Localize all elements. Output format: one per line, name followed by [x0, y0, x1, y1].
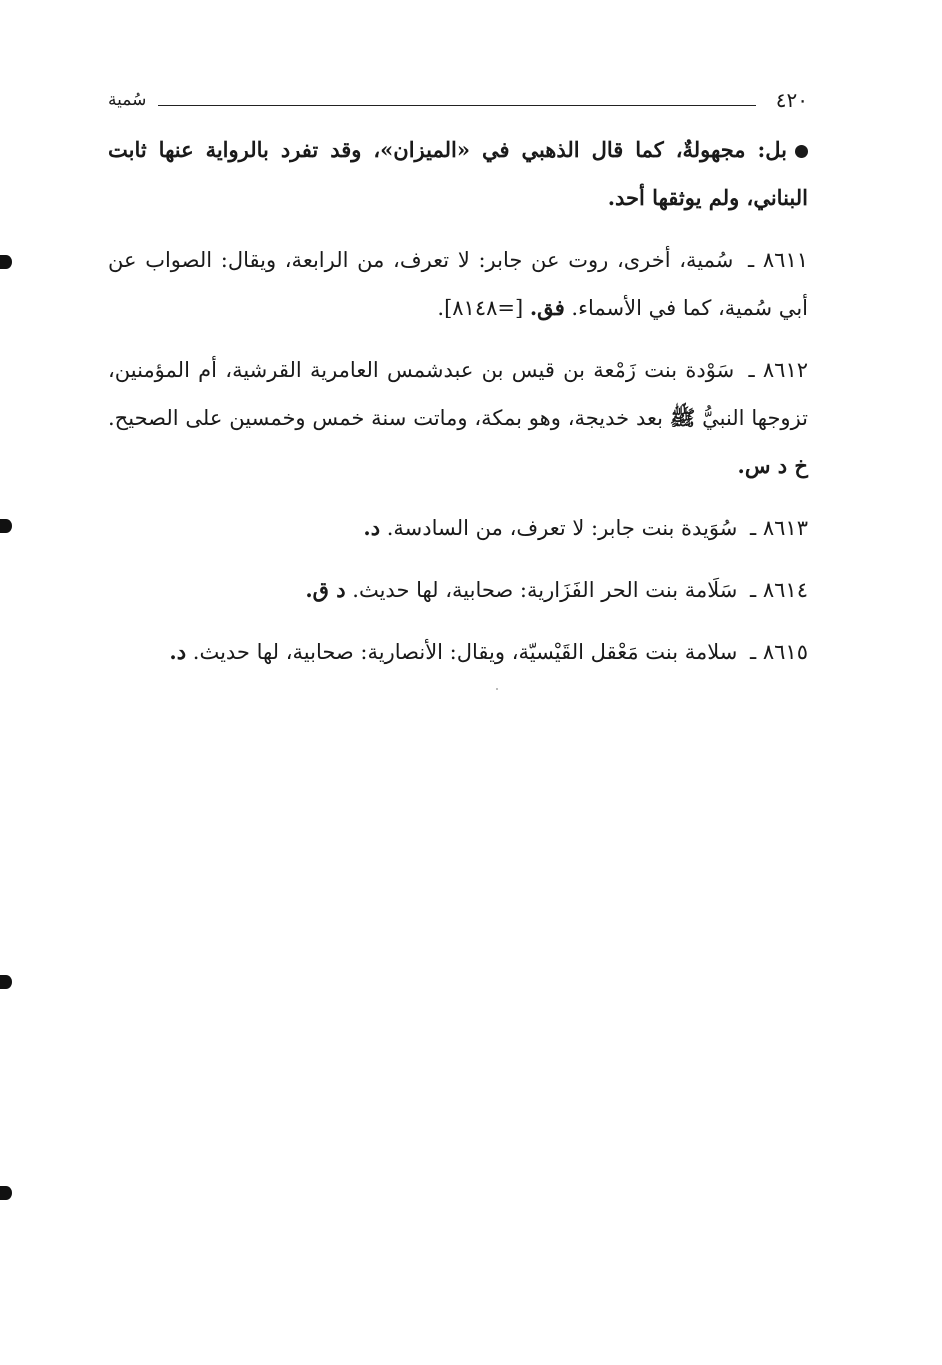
entry-text: سُوَيدة بنت جابر: لا تعرف، من السادسة.	[380, 516, 745, 540]
paragraph-note	[108, 126, 808, 222]
entry-number: ٨٦١٤ ـ	[750, 578, 808, 602]
entry-codes: د.	[363, 515, 381, 540]
entry-codes: د.	[169, 639, 187, 664]
page-number: ٤٢٠	[775, 88, 808, 112]
entry-8613	[108, 504, 808, 552]
entry-text-continued: بعد خديجة، وهو بمكة، وماتت سنة خمس وخمسين على الصحيح.	[108, 406, 670, 430]
entry-number: ٨٦١١ ـ	[748, 248, 809, 272]
entry-text: سلامة بنت مَعْقل القَيْسيّة، ويقال: الأنصارية: صحابية، لها حديث.	[186, 640, 745, 664]
bullet-icon	[795, 145, 808, 158]
note-label: بل:	[757, 137, 787, 162]
entry-number: ٨٦١٣ ـ	[750, 516, 808, 540]
header-rule	[158, 105, 756, 106]
note-text: مجهولةٌ، كما قال الذهبي في «الميزان»، وقد تفرد بالرواية عنها ثابت البناني، ولم يوثقها أحد.	[108, 137, 808, 210]
entry-8615	[108, 628, 808, 676]
scan-mark	[0, 975, 12, 989]
entry-codes: فق.	[529, 295, 565, 320]
entry-codes: خ د س.	[737, 453, 808, 478]
entry-number: ٨٦١٢ ـ	[748, 358, 809, 382]
entry-text: سُمية، أخرى، روت عن جابر: لا تعرف، من الرابعة، ويقال: الصواب عن أبي سُمية، كما في الأسماء.	[108, 248, 808, 320]
entry-text: سَوْدة بنت زَمْعة بن قيس بن عبدشمس العامرية القرشية، أم المؤمنين، تزوجها النبيُّ	[108, 358, 808, 430]
entry-number: ٨٦١٥ ـ	[750, 640, 808, 664]
entry-8614	[108, 566, 808, 614]
entry-8612	[108, 346, 808, 490]
entry-codes: د ق.	[305, 577, 346, 602]
salutation-glyph: ﷺ	[669, 405, 696, 430]
scan-mark	[0, 1186, 12, 1200]
entry-8611	[108, 236, 808, 332]
scan-speck	[496, 688, 498, 690]
entry-crossref: [=٨١٤٨].	[437, 296, 530, 320]
scan-mark	[0, 519, 12, 533]
scan-mark	[0, 255, 12, 269]
running-title: سُمية	[108, 90, 147, 110]
entry-text: سَلَامة بنت الحر الفَزَارية: صحابية، لها حديث.	[345, 578, 745, 602]
page-header	[108, 88, 808, 118]
page-body	[108, 126, 808, 690]
